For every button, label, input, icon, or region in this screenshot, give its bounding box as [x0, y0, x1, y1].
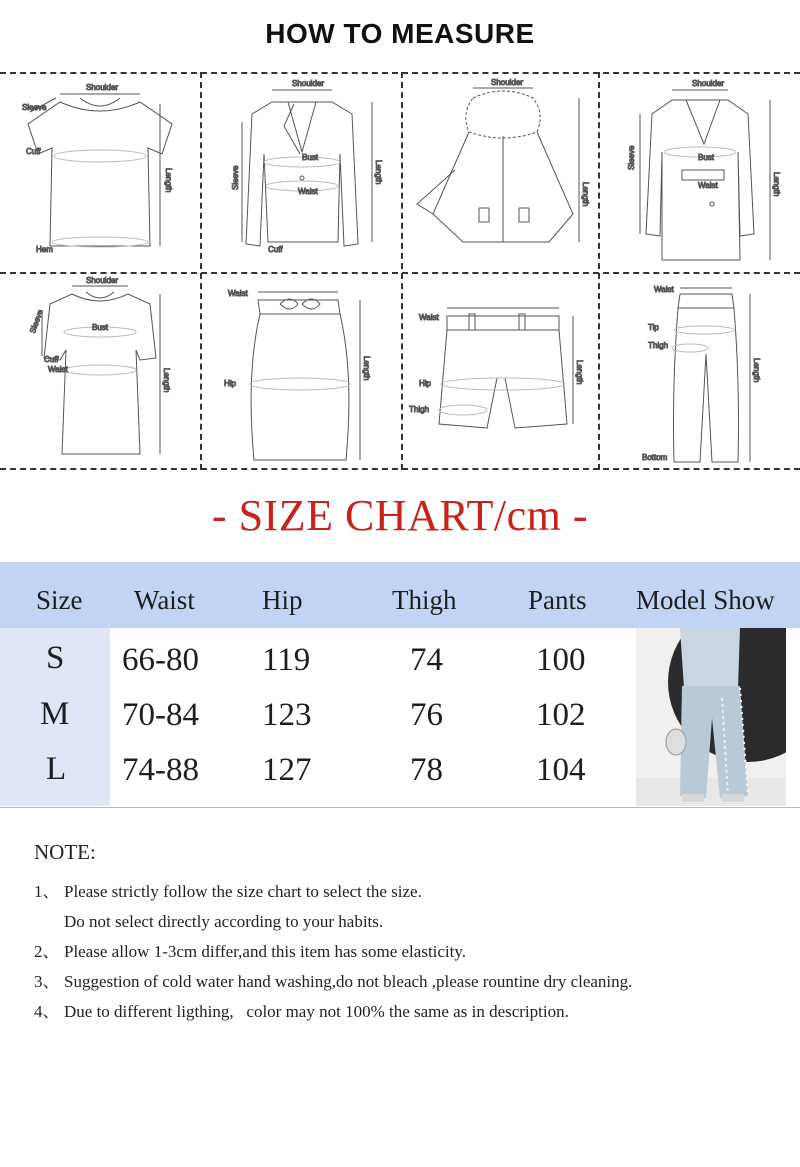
label-shoulder: Shoulder	[86, 276, 119, 285]
label-cuff: Cuff	[268, 245, 283, 254]
note-text: Suggestion of cold water hand washing,do not bleach ,please rountine dry cleaning.	[64, 972, 633, 991]
size-table	[0, 562, 800, 808]
shorts-diagram	[403, 274, 601, 470]
label-cuff: Cuff	[44, 355, 59, 364]
cell-pants-m: 102	[536, 697, 586, 733]
header-pants: Pants	[528, 585, 587, 615]
label-shoulder: Shoulder	[491, 78, 524, 87]
note-line	[34, 997, 774, 1027]
header-thigh: Thigh	[392, 585, 457, 615]
header-hip: Hip	[262, 585, 303, 615]
model-photo	[636, 628, 786, 806]
coat-diagram	[600, 74, 798, 270]
label-waist: Waist	[419, 313, 439, 322]
table-header	[0, 562, 800, 628]
page-title: HOW TO MEASURE	[265, 18, 535, 49]
label-sleeve: Sleeve	[627, 145, 636, 170]
label-thigh: Thigh	[648, 341, 669, 350]
label-bottom: Bottom	[642, 453, 668, 462]
label-shoulder: Shoulder	[292, 79, 325, 88]
label-length: Length	[575, 360, 584, 385]
note-number: 2、	[34, 942, 60, 961]
tshirt-diagram	[0, 74, 198, 270]
note-number	[34, 907, 64, 937]
cell-thigh-m: 76	[410, 697, 443, 733]
cell-size-l: L	[46, 751, 67, 787]
cell-size-m: M	[40, 696, 70, 732]
cell-thigh-s: 74	[410, 642, 443, 678]
label-waist: Waist	[654, 285, 674, 294]
cell-waist-s: 66-80	[122, 642, 199, 678]
note-line	[34, 967, 774, 997]
note-number: 1、	[34, 882, 60, 901]
label-waist: Waist	[698, 181, 718, 190]
cell-size-s: S	[46, 640, 65, 676]
label-hem: Hem	[36, 245, 53, 254]
notes-section	[34, 840, 774, 1027]
label-cuff: Cuff	[26, 147, 41, 156]
label-length: Length	[581, 182, 590, 207]
cell-thigh-l: 78	[410, 752, 443, 788]
note-text: Please strictly follow the size chart to select the size.	[64, 882, 422, 901]
cell-hip-m: 123	[262, 697, 312, 733]
cell-pants-l: 104	[536, 752, 586, 788]
note-number: 4、	[34, 1002, 60, 1021]
label-bust: Bust	[92, 323, 109, 332]
label-hip: Hip	[224, 379, 237, 388]
cell-waist-m: 70-84	[122, 697, 199, 733]
label-thigh: Thigh	[409, 405, 430, 414]
pants-diagram	[600, 274, 798, 470]
cell-hip-l: 127	[262, 752, 312, 788]
label-bust: Bust	[302, 153, 319, 162]
header-size: Size	[36, 585, 83, 615]
header-model-show: Model Show	[636, 585, 775, 615]
skirt-diagram	[202, 274, 400, 470]
label-length: Length	[362, 356, 371, 381]
note-line	[34, 907, 774, 937]
note-text: Due to different ligthing, color may not 100% the same as in description.	[64, 1002, 569, 1021]
label-length: Length	[752, 358, 761, 383]
label-waist: Waist	[228, 289, 248, 298]
label-bust: Bust	[698, 153, 715, 162]
measure-diagram-grid	[0, 72, 800, 470]
label-shoulder: Shoulder	[86, 83, 119, 92]
label-waist: Waist	[48, 365, 68, 374]
cell-pants-s: 100	[536, 642, 586, 678]
blazer-diagram	[202, 74, 400, 270]
label-length: Length	[374, 160, 383, 185]
label-waist: Waist	[298, 187, 318, 196]
label-sleeve: Sleeve	[28, 308, 45, 335]
note-line	[34, 877, 774, 907]
header-waist: Waist	[134, 585, 195, 615]
label-sleeve: Sleeve	[22, 103, 47, 112]
label-length: Length	[162, 368, 171, 393]
note-text: Please allow 1-3cm differ,and this item has some elasticity.	[64, 942, 467, 961]
label-length: Length	[164, 168, 173, 193]
note-number: 3、	[34, 972, 60, 991]
label-hip: Hip	[419, 379, 432, 388]
label-sleeve: Sleeve	[231, 165, 240, 190]
label-length: Length	[772, 172, 781, 197]
cell-waist-l: 74-88	[122, 752, 199, 788]
cape-diagram	[403, 74, 601, 270]
notes-heading: NOTE:	[34, 840, 96, 864]
cell-hip-s: 119	[262, 642, 311, 678]
note-text: Do not select directly according to your habits.	[64, 912, 384, 931]
size-chart-title: - SIZE CHART/cm -	[211, 491, 589, 540]
label-tip: Tip	[648, 323, 659, 332]
dress-diagram	[0, 274, 198, 470]
label-shoulder: Shoulder	[692, 79, 725, 88]
note-line	[34, 937, 774, 967]
